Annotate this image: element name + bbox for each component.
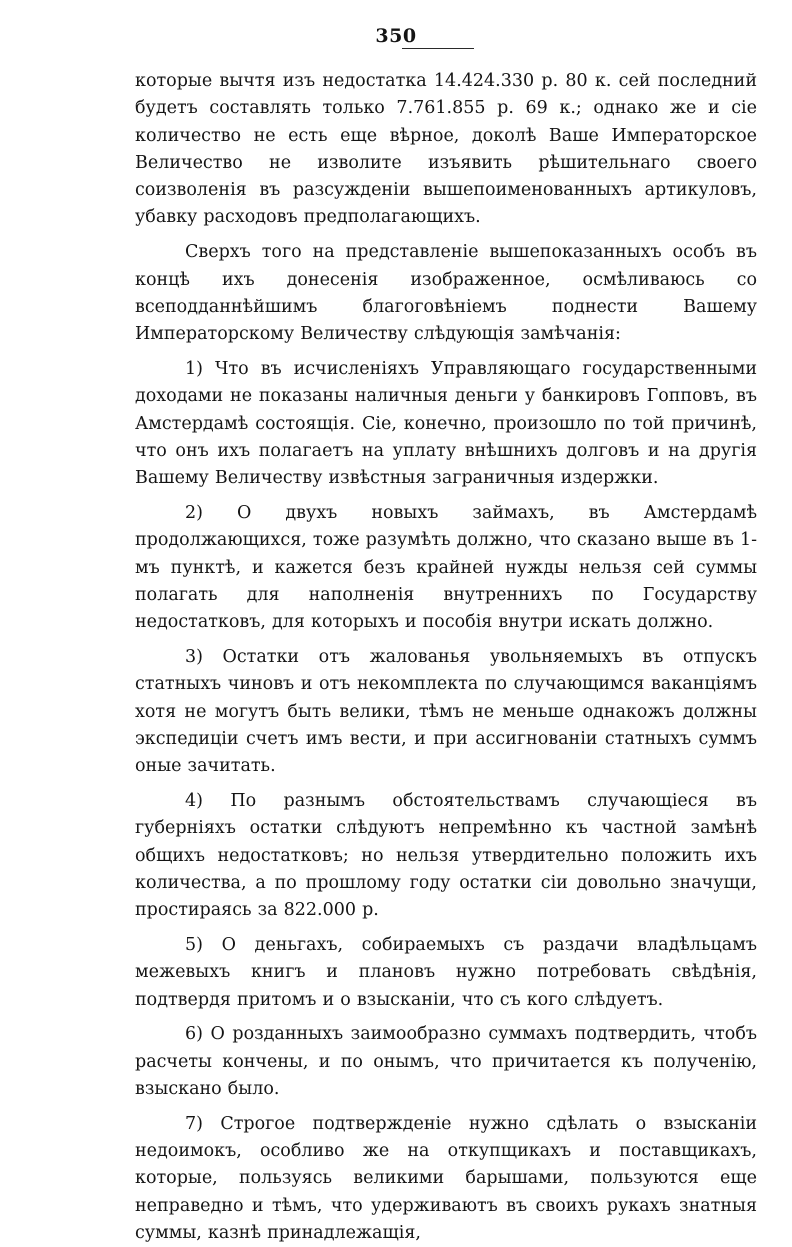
body-text <box>135 68 757 1247</box>
page-number-rule <box>402 48 474 49</box>
paragraph-intro: Сверхъ того на представленіе вышепоказанныхъ особъ въ концѣ ихъ донесенія изображенное, осмѣливаюсь со всеподданнѣйшимъ благоговѣніемъ поднести Вашему Императорскому Величеству слѣдующія замѣчанія: <box>135 242 757 345</box>
paragraph-item-5: 5) О деньгахъ, собираемыхъ съ раздачи владѣльцамъ межевыхъ книгъ и плановъ нужно потребовать свѣдѣнія, подтвердя притомъ и о взысканіи, что съ кого слѣдуетъ. <box>135 934 757 1010</box>
paragraph-continuation: которые вычтя изъ недостатка 14.424.330 р. 80 к. сей последний будетъ составлять только 7.761.855 р. 69 к.; однако же и сіе количество не есть еще вѣрное, доколѣ Ваше Императорское Величество не изволите изъявить рѣшительнаго своего соизволенія въ разсужденіи вышепоименованныхъ артикуловъ, убавку расходовъ предполагающихъ. <box>135 71 757 228</box>
paragraph-item-1: 1) Что въ исчисленіяхъ Управляющаго государственными доходами не показаны наличныя деньги у банкировъ Гопповъ, въ Амстердамѣ состоящія. Сіе, конечно, произошло по той причинѣ, что онъ ихъ полагаетъ на уплату внѣшнихъ долговъ и на другія Вашему Величеству извѣстныя заграничныя издержки. <box>135 358 757 489</box>
paragraph-item-3: 3) Остатки отъ жалованья увольняемыхъ въ отпускъ статныхъ чиновъ и отъ некомплекта по случающимся ваканціямъ хотя не могутъ быть велики, тѣмъ не меньше однакожъ должны экспедиціи счетъ имъ вести, и при ассигнованіи статныхъ суммъ оные зачитать. <box>135 646 757 777</box>
paragraph-item-2: 2) О двухъ новыхъ займахъ, въ Амстердамѣ продолжающихся, тоже разумѣть должно, что сказано выше въ 1-мъ пунктѣ, и кажется безъ крайней нужды нельзя сей суммы полагать для наполненія внутреннихъ по Государству недостатковъ, для которыхъ и пособія внутри искать должно. <box>135 502 757 633</box>
paragraph-item-6: 6) О розданныхъ заимообразно суммахъ подтвердить, чтобъ расчеты кончены, и по онымъ, что причитается къ полученію, взыскано было. <box>135 1024 757 1099</box>
paragraph-item-4: 4) По разнымъ обстоятельствамъ случающіеся въ губерніяхъ остатки слѣдуютъ непремѣнно къ частной замѣнѣ общихъ недостатковъ; но нельзя утвердительно положить ихъ количества, а по прошлому году остатки сіи довольно значущи, простираясь за 822.000 р. <box>135 790 757 921</box>
paragraph-item-7: 7) Строгое подтвержденіе нужно сдѣлать о взысканіи недоимокъ, особливо же на откупщикахъ и поставщикахъ, которые, пользуясь великими барышами, пользуются еще неправедно и тѣмъ, что удерживаютъ въ своихъ рукахъ знатныя суммы, казнѣ принадлежащія, <box>135 1113 757 1243</box>
page-number: 350 <box>375 25 417 47</box>
